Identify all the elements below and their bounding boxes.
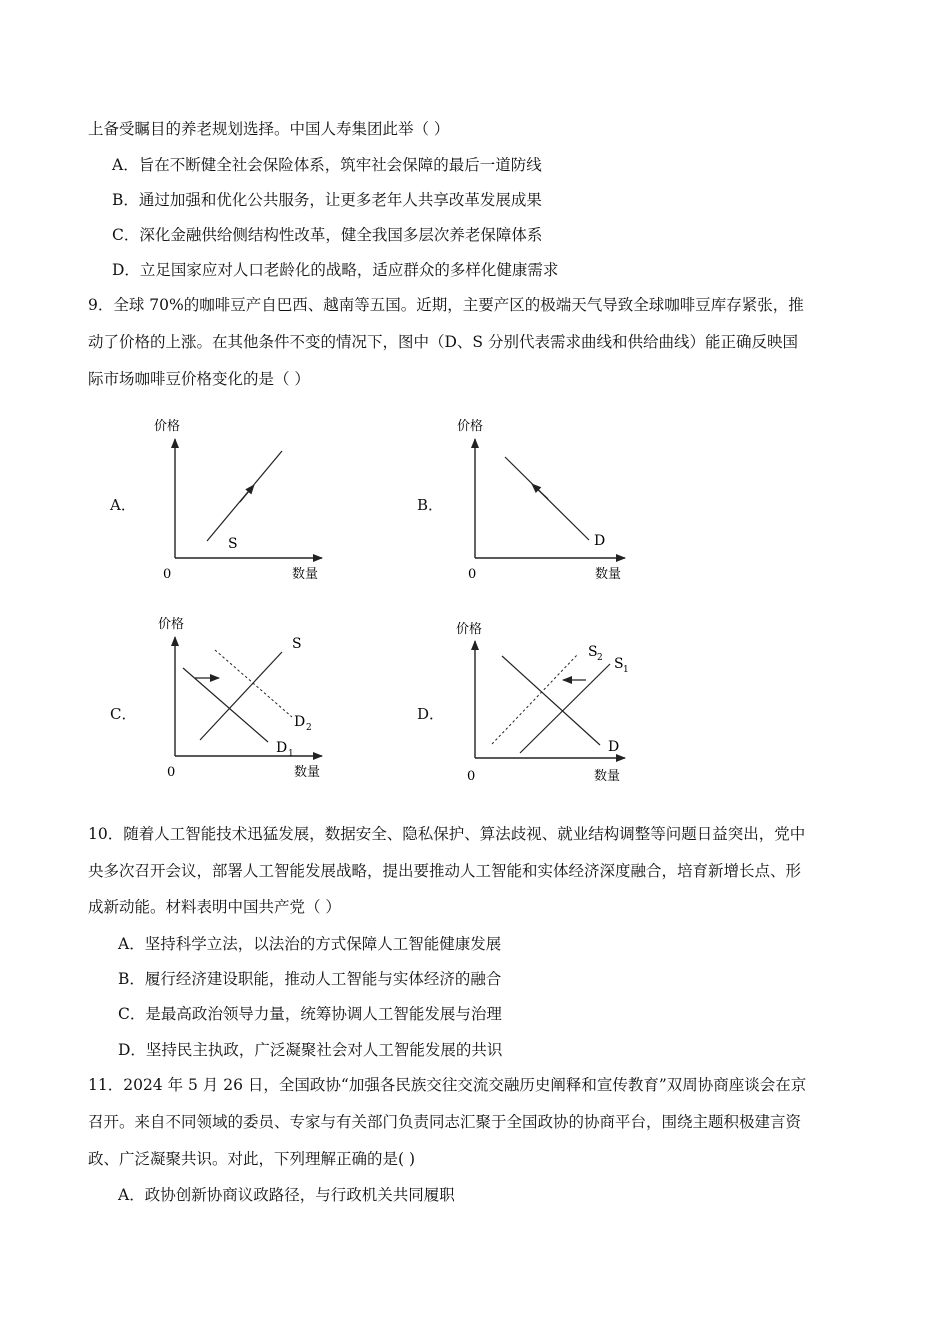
graph-b-option[interactable]: B． bbox=[417, 496, 444, 514]
q10-option-b[interactable]: B．履行经济建设职能，推动人工智能与实体经济的融合 bbox=[118, 970, 502, 988]
graph-c-origin: 0 bbox=[167, 765, 176, 780]
q8-option-b[interactable]: B．通过加强和优化公共服务，让更多老年人共享改革发展成果 bbox=[112, 191, 542, 209]
graph-d-s1-label: S bbox=[614, 656, 624, 672]
graph-c-d2-label: D bbox=[294, 714, 306, 730]
q10-line-1: 10．随着人工智能技术迅猛发展，数据安全、隐私保护、算法歧视、就业结构调整等问题日益突出，党中 bbox=[88, 825, 806, 843]
graph-a bbox=[154, 418, 322, 582]
graph-b-ylabel: 价格 bbox=[457, 419, 484, 434]
graph-d-origin: 0 bbox=[467, 769, 476, 784]
graph-c-s-label: S bbox=[292, 636, 302, 652]
q8-option-a[interactable]: A．旨在不断健全社会保险体系，筑牢社会保障的最后一道防线 bbox=[112, 156, 542, 174]
graph-d-supply-curve-1 bbox=[520, 664, 610, 753]
q9-line-2: 动了价格的上涨。在其他条件不变的情况下，图中（D、S 分别代表需求曲线和供给曲线）能正确反映国 bbox=[88, 333, 798, 351]
graph-c-xlabel: 数量 bbox=[294, 765, 321, 780]
q10-option-c[interactable]: C．是最高政治领导力量，统筹协调人工智能发展与治理 bbox=[118, 1005, 502, 1023]
graph-a-xlabel: 数量 bbox=[292, 567, 319, 582]
q10-option-a[interactable]: A．坚持科学立法，以法治的方式保障人工智能健康发展 bbox=[118, 935, 502, 953]
q11-line-3: 政、广泛凝聚共识。对此，下列理解正确的是( ) bbox=[88, 1150, 416, 1168]
graph-c-option[interactable]: C． bbox=[110, 705, 137, 723]
q8-option-d[interactable]: D．立足国家应对人口老龄化的战略，适应群众的多样化健康需求 bbox=[112, 261, 559, 279]
graph-b-arrow-icon bbox=[532, 484, 548, 499]
q8-option-c[interactable]: C．深化金融供给侧结构性改革，健全我国多层次养老保障体系 bbox=[112, 226, 543, 244]
graph-d-s1-sub: 1 bbox=[623, 665, 629, 675]
graph-d-s2-sub: 2 bbox=[597, 653, 603, 663]
graph-a-arrow-icon bbox=[240, 485, 254, 502]
graph-a-option[interactable]: A． bbox=[110, 496, 136, 514]
q10-option-d[interactable]: D．坚持民主执政，广泛凝聚社会对人工智能发展的共识 bbox=[118, 1041, 503, 1059]
graph-d-d-label: D bbox=[608, 739, 620, 755]
q9-line-3: 际市场咖啡豆价格变化的是（ ） bbox=[88, 370, 310, 388]
graph-b-curve-label: D bbox=[594, 533, 606, 549]
q9-line-1: 9．全球 70%的咖啡豆产自巴西、越南等五国。近期，主要产区的极端天气导致全球咖啡豆库存紧张，推 bbox=[88, 296, 804, 314]
graph-d-option[interactable]: D． bbox=[417, 705, 445, 723]
graph-d-xlabel: 数量 bbox=[594, 769, 621, 784]
graph-c bbox=[158, 616, 322, 780]
graph-d-supply-curve-2 bbox=[492, 654, 578, 744]
q11-line-1: 11．2024 年 5 月 26 日，全国政协“加强各民族交往交流交融历史阐释和宣传教育”双周协商座谈会在京 bbox=[88, 1076, 807, 1094]
graph-a-origin: 0 bbox=[163, 567, 172, 582]
graph-c-demand-curve-1 bbox=[183, 668, 268, 742]
graph-b-origin: 0 bbox=[468, 567, 477, 582]
graph-a-curve-label: S bbox=[228, 536, 238, 552]
graph-c-d1-label: D bbox=[276, 740, 288, 756]
graph-c-demand-curve-2 bbox=[215, 650, 292, 717]
graph-b bbox=[457, 418, 625, 582]
q8-tail: 上备受瞩目的养老规划选择。中国人寿集团此举（ ） bbox=[88, 120, 450, 138]
q10-line-2: 央多次召开会议，部署人工智能发展战略，提出要推动人工智能和实体经济深度融合，培育新增长点、形 bbox=[88, 862, 802, 880]
q10-line-3: 成新动能。材料表明中国共产党（ ） bbox=[88, 898, 341, 916]
q11-line-2: 召开。来自不同领域的委员、专家与有关部门负责同志汇聚于全国政协的协商平台，围绕主题积极建言资 bbox=[88, 1113, 802, 1131]
graph-c-supply-curve bbox=[200, 652, 282, 740]
graph-b-xlabel: 数量 bbox=[595, 567, 622, 582]
graph-d-demand-curve bbox=[502, 656, 600, 745]
graph-d-ylabel: 价格 bbox=[456, 622, 483, 637]
graph-d-s2-label: S bbox=[588, 644, 598, 660]
graph-d bbox=[456, 621, 629, 784]
graph-c-ylabel: 价格 bbox=[158, 617, 185, 632]
q11-option-a[interactable]: A．政协创新协商议政路径，与行政机关共同履职 bbox=[118, 1186, 455, 1204]
graph-a-ylabel: 价格 bbox=[154, 419, 181, 434]
graph-c-d2-sub: 2 bbox=[306, 723, 312, 733]
graph-c-d1-sub: 1 bbox=[288, 749, 294, 759]
